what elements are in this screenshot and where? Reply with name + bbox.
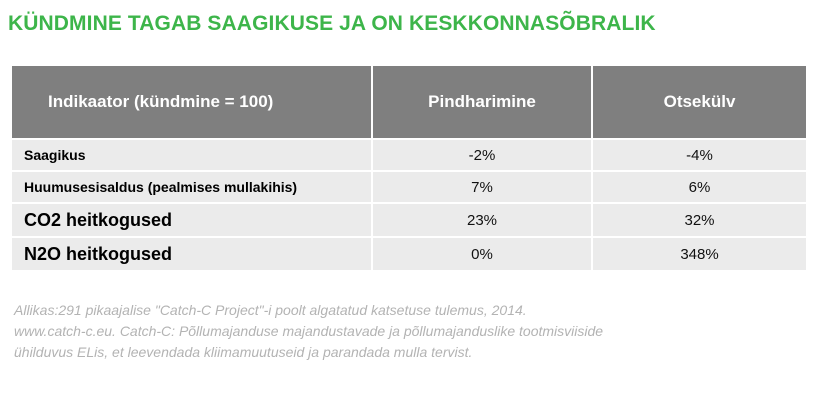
row-label: CO2 heitkogused xyxy=(12,203,372,237)
cell-otsekulv: 32% xyxy=(592,203,806,237)
cell-pindharimine: 0% xyxy=(372,237,592,270)
source-line: www.catch-c.eu. Catch-C: Põllumajanduse majandustavade ja põllumajanduslike tootmisviiside xyxy=(14,323,604,339)
column-header-pindharimine: Pindharimine xyxy=(372,66,592,139)
row-label: Huumusesisaldus (pealmises mullakihis) xyxy=(12,171,372,203)
page-title: KÜNDMINE TAGAB SAAGIKUSE JA ON KESKKONNASÕBRALIK xyxy=(8,12,656,35)
table-row xyxy=(12,139,806,171)
cell-otsekulv: 6% xyxy=(592,171,806,203)
table-row xyxy=(12,171,806,203)
cell-pindharimine: -2% xyxy=(372,139,592,171)
row-label: Saagikus xyxy=(12,139,372,171)
source-line: Allikas:291 pikaajalise "Catch-C Project"-i poolt algatatud katsetuse tulemus, 2014. xyxy=(14,302,527,318)
table-row xyxy=(12,203,806,237)
indicator-table xyxy=(12,66,806,270)
cell-otsekulv: -4% xyxy=(592,139,806,171)
row-label: N2O heitkogused xyxy=(12,237,372,270)
table-header-row xyxy=(12,66,806,139)
cell-pindharimine: 7% xyxy=(372,171,592,203)
column-header-otsekulv: Otsekülv xyxy=(592,66,806,139)
source-line: ühilduvus ELis, et leevendada kliimamuutuseid ja parandada mulla tervist. xyxy=(14,344,473,360)
source-note xyxy=(14,300,829,363)
column-header-indicator: Indikaator (kündmine = 100) xyxy=(12,66,372,139)
cell-otsekulv: 348% xyxy=(592,237,806,270)
cell-pindharimine: 23% xyxy=(372,203,592,237)
table-row xyxy=(12,237,806,270)
